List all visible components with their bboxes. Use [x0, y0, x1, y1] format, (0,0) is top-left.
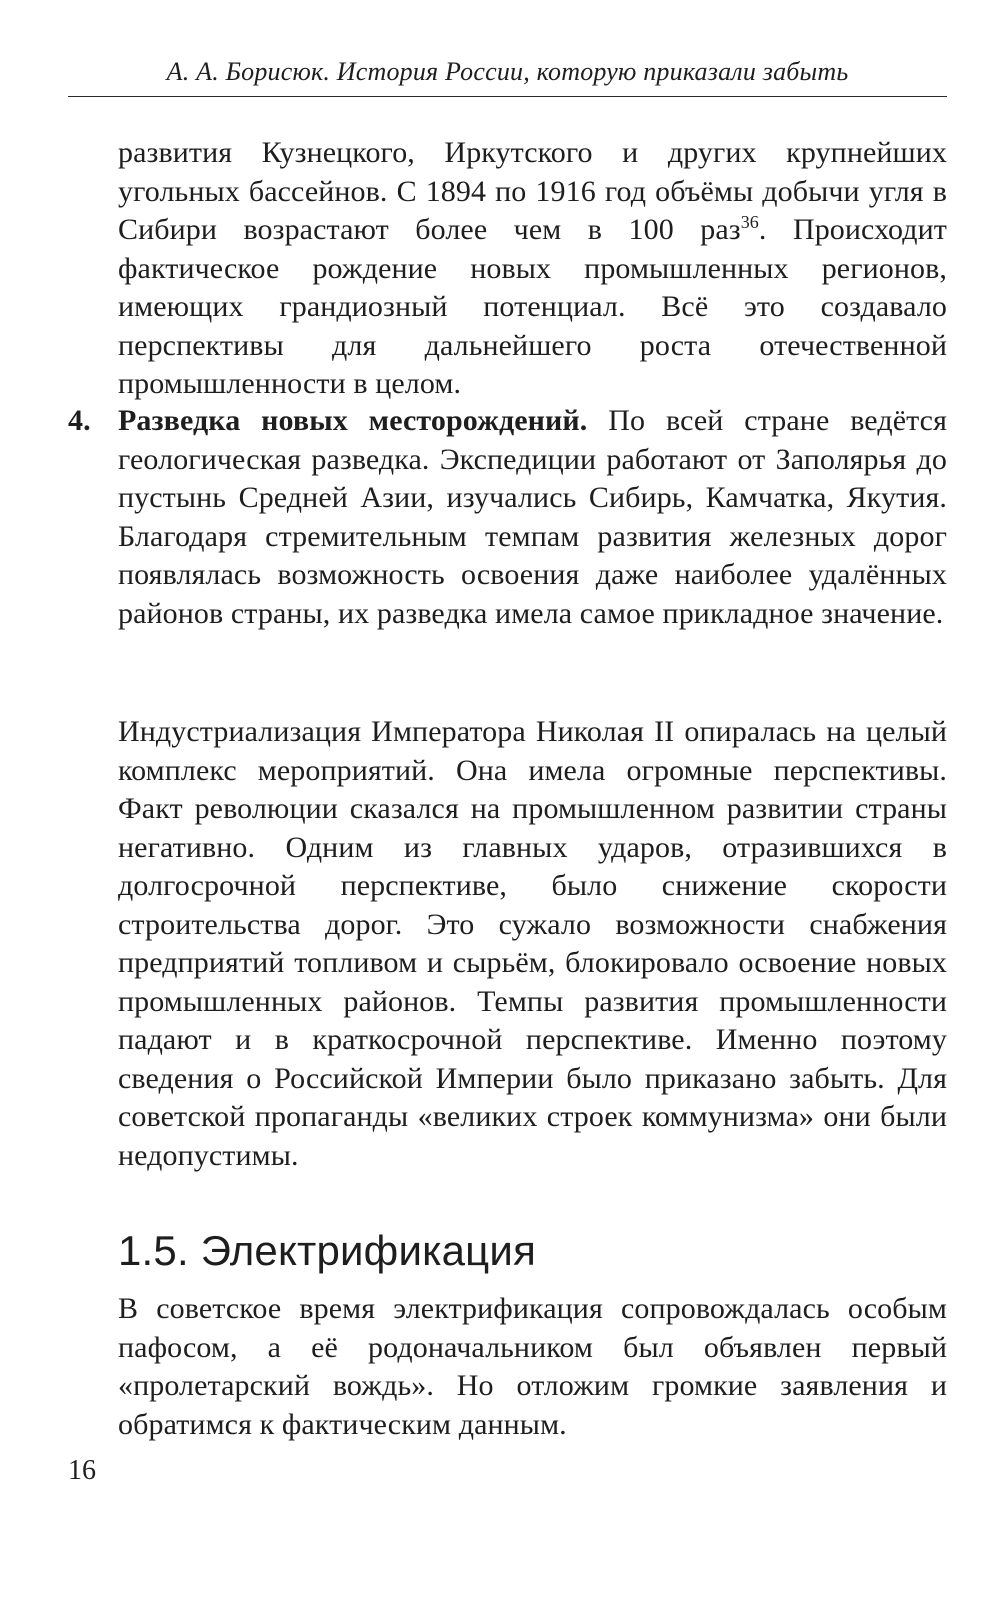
list-item-number: 4.: [68, 404, 91, 437]
continuation-text-end: . Происходит фактическое рождение новых промышленных регионов, имеющих грандиозный потенциал. Всё это создавало перспективы для дальнейшего роста отечественной промышленности в целом.: [118, 213, 948, 400]
running-title: А. А. Борисюк. История России, которую приказали забыть: [166, 57, 849, 86]
list-item-lead: Разведка новых месторождений.: [118, 404, 588, 437]
list-item-text: [118, 402, 947, 633]
running-header: [68, 56, 947, 97]
paragraph-electrification: В советское время электрификация сопровождалась особым пафосом, а её родоначальником был объявлен первый «пролетарский вождь». Но отложим громкие заявления и обратимся к фактическим данным.: [118, 1292, 947, 1441]
continuation-paragraph: [118, 134, 947, 404]
body-paragraph: [118, 1290, 947, 1444]
footnote-reference[interactable]: 36: [740, 212, 759, 232]
list-item: [68, 402, 947, 633]
continuation-text: [118, 134, 947, 404]
continuation-text-start: развития Кузнецкого, Иркутского и других крупнейших угольных бассейнов. С 1894 по 1916 год объёмы добычи угля в Сибири возрастают более чем в 100 раз: [118, 136, 947, 246]
page-number: 16: [68, 1455, 96, 1486]
list-item-body: По всей стране ведётся геологическая разведка. Экспедиции работают от Заполярья до пустынь Средней Азии, изучались Сибирь, Камчатка, Якутия. Благодаря стремительным темпам развития железных дорог появлялась возможность освоения даже наиболее удалённых районов страны, их разведка имела самое прикладное значение.: [118, 404, 947, 630]
paragraph-industrialization: Индустриализация Императора Николая II опиралась на целый комплекс мероприятий. Она имела огромные перспективы. Факт революции сказался на промышленном развитии страны негативно. Одним из главных ударов, отразившихся в долгосрочной перспективе, было снижение скорости строительства дорог. Это сужало возможности снабжения предприятий топливом и сырьём, блокировало освоение новых промышленных районов. Темпы развития промышленности падают и в краткосрочной перспективе. Именно поэтому сведения о Российской Империи было приказано забыть. Для советской пропаганды «великих строек коммунизма» они были недопустимы.: [118, 715, 947, 1172]
body-paragraph: [118, 713, 947, 1175]
section-heading: 1.5. Электрификация: [118, 1227, 537, 1274]
